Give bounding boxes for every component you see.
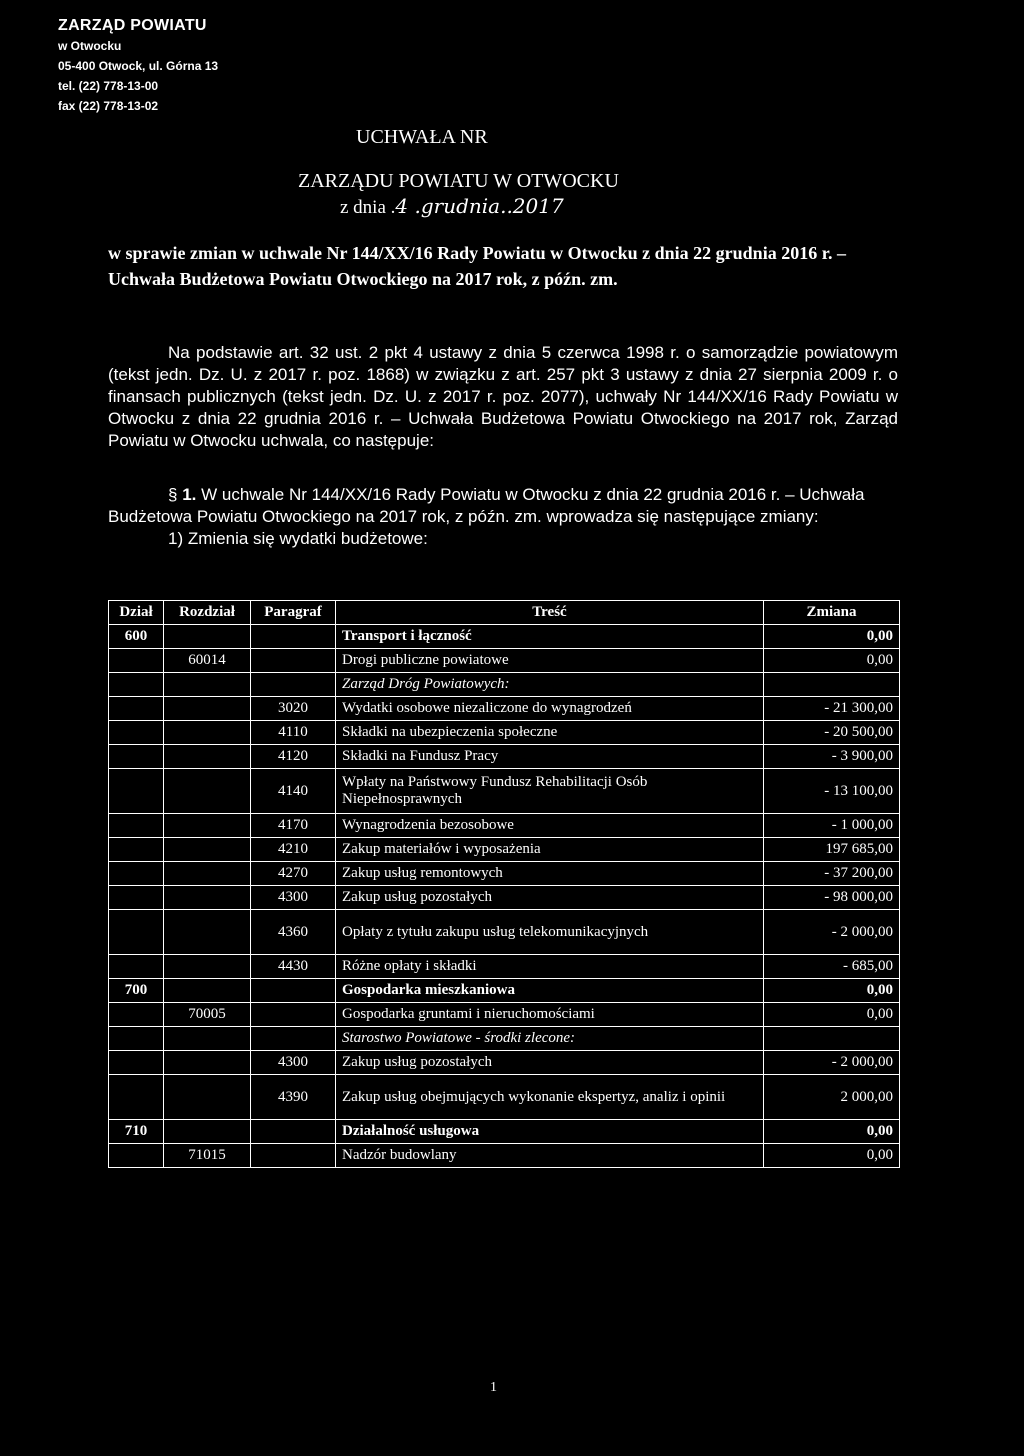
cell-paragraf: 4300 bbox=[251, 886, 336, 910]
cell-rozdzial: 70005 bbox=[164, 1003, 251, 1027]
cell-zmiana bbox=[764, 1027, 900, 1051]
table-row bbox=[109, 769, 900, 814]
cell-zmiana: 0,00 bbox=[764, 625, 900, 649]
cell-tresc: Starostwo Powiatowe - środki zlecone: bbox=[336, 1027, 764, 1051]
cell-paragraf: 4390 bbox=[251, 1075, 336, 1120]
cell-dzial bbox=[109, 1003, 164, 1027]
cell-rozdzial: 71015 bbox=[164, 1144, 251, 1168]
cell-rozdzial bbox=[164, 1075, 251, 1120]
cell-rozdzial bbox=[164, 862, 251, 886]
cell-tresc: Wynagrodzenia bezosobowe bbox=[336, 814, 764, 838]
cell-paragraf: 4430 bbox=[251, 955, 336, 979]
cell-dzial bbox=[109, 721, 164, 745]
cell-tresc: Drogi publiczne powiatowe bbox=[336, 649, 764, 673]
cell-tresc: Zakup usług obejmujących wykonanie ekspertyz, analiz i opinii bbox=[336, 1075, 764, 1120]
table-row bbox=[109, 886, 900, 910]
cell-rozdzial bbox=[164, 697, 251, 721]
cell-paragraf bbox=[251, 649, 336, 673]
cell-tresc: Różne opłaty i składki bbox=[336, 955, 764, 979]
cell-tresc: Składki na Fundusz Pracy bbox=[336, 745, 764, 769]
cell-rozdzial bbox=[164, 625, 251, 649]
cell-dzial: 600 bbox=[109, 625, 164, 649]
cell-dzial: 700 bbox=[109, 979, 164, 1003]
cell-dzial bbox=[109, 955, 164, 979]
cell-rozdzial bbox=[164, 886, 251, 910]
cell-dzial bbox=[109, 886, 164, 910]
table-row bbox=[109, 1051, 900, 1075]
cell-zmiana: - 37 200,00 bbox=[764, 862, 900, 886]
cell-dzial bbox=[109, 1144, 164, 1168]
cell-rozdzial bbox=[164, 1051, 251, 1075]
cell-rozdzial bbox=[164, 721, 251, 745]
cell-paragraf: 4360 bbox=[251, 910, 336, 955]
cell-zmiana: - 3 900,00 bbox=[764, 745, 900, 769]
cell-paragraf: 4140 bbox=[251, 769, 336, 814]
cell-rozdzial: 60014 bbox=[164, 649, 251, 673]
cell-paragraf bbox=[251, 1120, 336, 1144]
section-body: W uchwale Nr 144/XX/16 Rady Powiatu w Otwocku z dnia 22 grudnia 2016 r. – Uchwała Budżetowa Powiatu Otwockiego na 2017 rok, z późn. zm. wprowadza się następujące zmiany: bbox=[108, 485, 865, 526]
date-prefix: z dnia . bbox=[340, 197, 396, 218]
cell-dzial bbox=[109, 697, 164, 721]
table-header-row bbox=[109, 601, 900, 625]
cell-rozdzial bbox=[164, 769, 251, 814]
table-row bbox=[109, 1075, 900, 1120]
header-dzial: Dział bbox=[109, 601, 164, 625]
cell-zmiana: - 21 300,00 bbox=[764, 697, 900, 721]
cell-paragraf: 4270 bbox=[251, 862, 336, 886]
cell-tresc: Zakup usług remontowych bbox=[336, 862, 764, 886]
table-row bbox=[109, 955, 900, 979]
cell-tresc: Zarząd Dróg Powiatowych: bbox=[336, 673, 764, 697]
table-row bbox=[109, 721, 900, 745]
cell-zmiana: - 2 000,00 bbox=[764, 910, 900, 955]
table-row bbox=[109, 979, 900, 1003]
office-stamp bbox=[58, 16, 218, 116]
cell-rozdzial bbox=[164, 955, 251, 979]
cell-dzial bbox=[109, 862, 164, 886]
cell-dzial bbox=[109, 745, 164, 769]
cell-tresc: Gospodarka gruntami i nieruchomościami bbox=[336, 1003, 764, 1027]
cell-zmiana: - 2 000,00 bbox=[764, 1051, 900, 1075]
cell-dzial: 710 bbox=[109, 1120, 164, 1144]
cell-tresc: Gospodarka mieszkaniowa bbox=[336, 979, 764, 1003]
cell-zmiana: 0,00 bbox=[764, 649, 900, 673]
cell-zmiana: - 1 000,00 bbox=[764, 814, 900, 838]
stamp-line-3: 05-400 Otwock, ul. Górna 13 bbox=[58, 59, 219, 73]
table-row bbox=[109, 1120, 900, 1144]
cell-zmiana bbox=[764, 673, 900, 697]
table-row bbox=[109, 838, 900, 862]
cell-paragraf: 4120 bbox=[251, 745, 336, 769]
cell-dzial bbox=[109, 673, 164, 697]
stamp-line-4: tel. (22) 778-13-00 bbox=[58, 79, 159, 93]
cell-paragraf: 3020 bbox=[251, 697, 336, 721]
cell-paragraf bbox=[251, 673, 336, 697]
header-paragraf: Paragraf bbox=[251, 601, 336, 625]
cell-paragraf bbox=[251, 1003, 336, 1027]
cell-tresc: Wpłaty na Państwowy Fundusz Rehabilitacji Osób Niepełnosprawnych bbox=[336, 769, 764, 814]
table-row bbox=[109, 649, 900, 673]
cell-zmiana: 2 000,00 bbox=[764, 1075, 900, 1120]
header-tresc: Treść bbox=[336, 601, 764, 625]
cell-dzial bbox=[109, 1027, 164, 1051]
preamble-text: Na podstawie art. 32 ust. 2 pkt 4 ustawy z dnia 5 czerwca 1998 r. o samorządzie powiatowym (tekst jedn. Dz. U. z 2017 r. poz. 1868) w związku z art. 257 pkt 3 ustawy z dnia 27 sierpnia 2009 r. o finansach publicznych (tekst jedn. Dz. U. z 2017 r. poz. 2077), uchwały Nr 144/XX/16 Rady Powiatu w Otwocku z dnia 22 grudnia 2016 r. – Uchwała Budżetowa Powiatu Otwockiego na 2017 rok, Zarząd Powiatu w Otwocku uchwala, co następuje: bbox=[108, 343, 898, 450]
cell-zmiana: 0,00 bbox=[764, 1120, 900, 1144]
cell-zmiana: - 20 500,00 bbox=[764, 721, 900, 745]
cell-rozdzial bbox=[164, 745, 251, 769]
cell-rozdzial bbox=[164, 979, 251, 1003]
section-item-1: 1) Zmienia się wydatki budżetowe: bbox=[168, 529, 428, 548]
table-row bbox=[109, 673, 900, 697]
table-row bbox=[109, 745, 900, 769]
cell-paragraf bbox=[251, 1027, 336, 1051]
section-1 bbox=[108, 484, 898, 550]
cell-tresc: Zakup usług pozostałych bbox=[336, 1051, 764, 1075]
cell-dzial bbox=[109, 814, 164, 838]
stamp-line-1: ZARZĄD POWIATU bbox=[58, 17, 207, 34]
cell-dzial bbox=[109, 1051, 164, 1075]
section-symbol: § bbox=[168, 485, 178, 504]
cell-zmiana: 0,00 bbox=[764, 979, 900, 1003]
cell-zmiana: 0,00 bbox=[764, 1144, 900, 1168]
document-title: UCHWAŁA NR bbox=[356, 126, 488, 148]
handwritten-date: 4 .grudnia..2017 bbox=[395, 194, 564, 218]
cell-tresc: Składki na ubezpieczenia społeczne bbox=[336, 721, 764, 745]
cell-dzial bbox=[109, 838, 164, 862]
cell-tresc: Zakup usług pozostałych bbox=[336, 886, 764, 910]
header-rozdzial: Rozdział bbox=[164, 601, 251, 625]
table-row bbox=[109, 1027, 900, 1051]
cell-tresc: Wydatki osobowe niezaliczone do wynagrodzeń bbox=[336, 697, 764, 721]
cell-rozdzial bbox=[164, 1027, 251, 1051]
cell-tresc: Zakup materiałów i wyposażenia bbox=[336, 838, 764, 862]
cell-dzial bbox=[109, 1075, 164, 1120]
cell-zmiana: - 685,00 bbox=[764, 955, 900, 979]
cell-paragraf bbox=[251, 979, 336, 1003]
table-row bbox=[109, 1003, 900, 1027]
cell-tresc: Opłaty z tytułu zakupu usług telekomunikacyjnych bbox=[336, 910, 764, 955]
table-row bbox=[109, 625, 900, 649]
section-1-text bbox=[108, 484, 898, 528]
budget-table bbox=[108, 600, 900, 1168]
table-row bbox=[109, 1144, 900, 1168]
cell-rozdzial bbox=[164, 673, 251, 697]
cell-paragraf: 4170 bbox=[251, 814, 336, 838]
cell-paragraf bbox=[251, 625, 336, 649]
preamble bbox=[108, 342, 898, 452]
cell-zmiana: 197 685,00 bbox=[764, 838, 900, 862]
cell-tresc: Nadzór budowlany bbox=[336, 1144, 764, 1168]
table-row bbox=[109, 910, 900, 955]
header-zmiana: Zmiana bbox=[764, 601, 900, 625]
cell-paragraf: 4300 bbox=[251, 1051, 336, 1075]
page-number: 1 bbox=[490, 1380, 497, 1395]
cell-tresc: Transport i łączność bbox=[336, 625, 764, 649]
board-name: ZARZĄDU POWIATU W OTWOCKU bbox=[298, 170, 619, 192]
cell-rozdzial bbox=[164, 1120, 251, 1144]
table-row bbox=[109, 814, 900, 838]
cell-dzial bbox=[109, 769, 164, 814]
cell-paragraf bbox=[251, 1144, 336, 1168]
cell-zmiana: 0,00 bbox=[764, 1003, 900, 1027]
cell-rozdzial bbox=[164, 910, 251, 955]
cell-rozdzial bbox=[164, 838, 251, 862]
cell-zmiana: - 98 000,00 bbox=[764, 886, 900, 910]
cell-rozdzial bbox=[164, 814, 251, 838]
cell-dzial bbox=[109, 910, 164, 955]
stamp-line-2: w Otwocku bbox=[58, 39, 122, 53]
resolution-subject: w sprawie zmian w uchwale Nr 144/XX/16 Rady Powiatu w Otwocku z dnia 22 grudnia 2016 r. – Uchwała Budżetowa Powiatu Otwockiego na 2017 rok, z późn. zm. bbox=[108, 243, 847, 289]
cell-paragraf: 4110 bbox=[251, 721, 336, 745]
cell-tresc: Działalność usługowa bbox=[336, 1120, 764, 1144]
date-line bbox=[340, 194, 564, 219]
cell-zmiana: - 13 100,00 bbox=[764, 769, 900, 814]
cell-dzial bbox=[109, 649, 164, 673]
section-number: 1. bbox=[182, 485, 197, 504]
stamp-line-5: fax (22) 778-13-02 bbox=[58, 99, 159, 113]
table-row bbox=[109, 697, 900, 721]
cell-paragraf: 4210 bbox=[251, 838, 336, 862]
table-body bbox=[109, 625, 900, 1168]
table-row bbox=[109, 862, 900, 886]
